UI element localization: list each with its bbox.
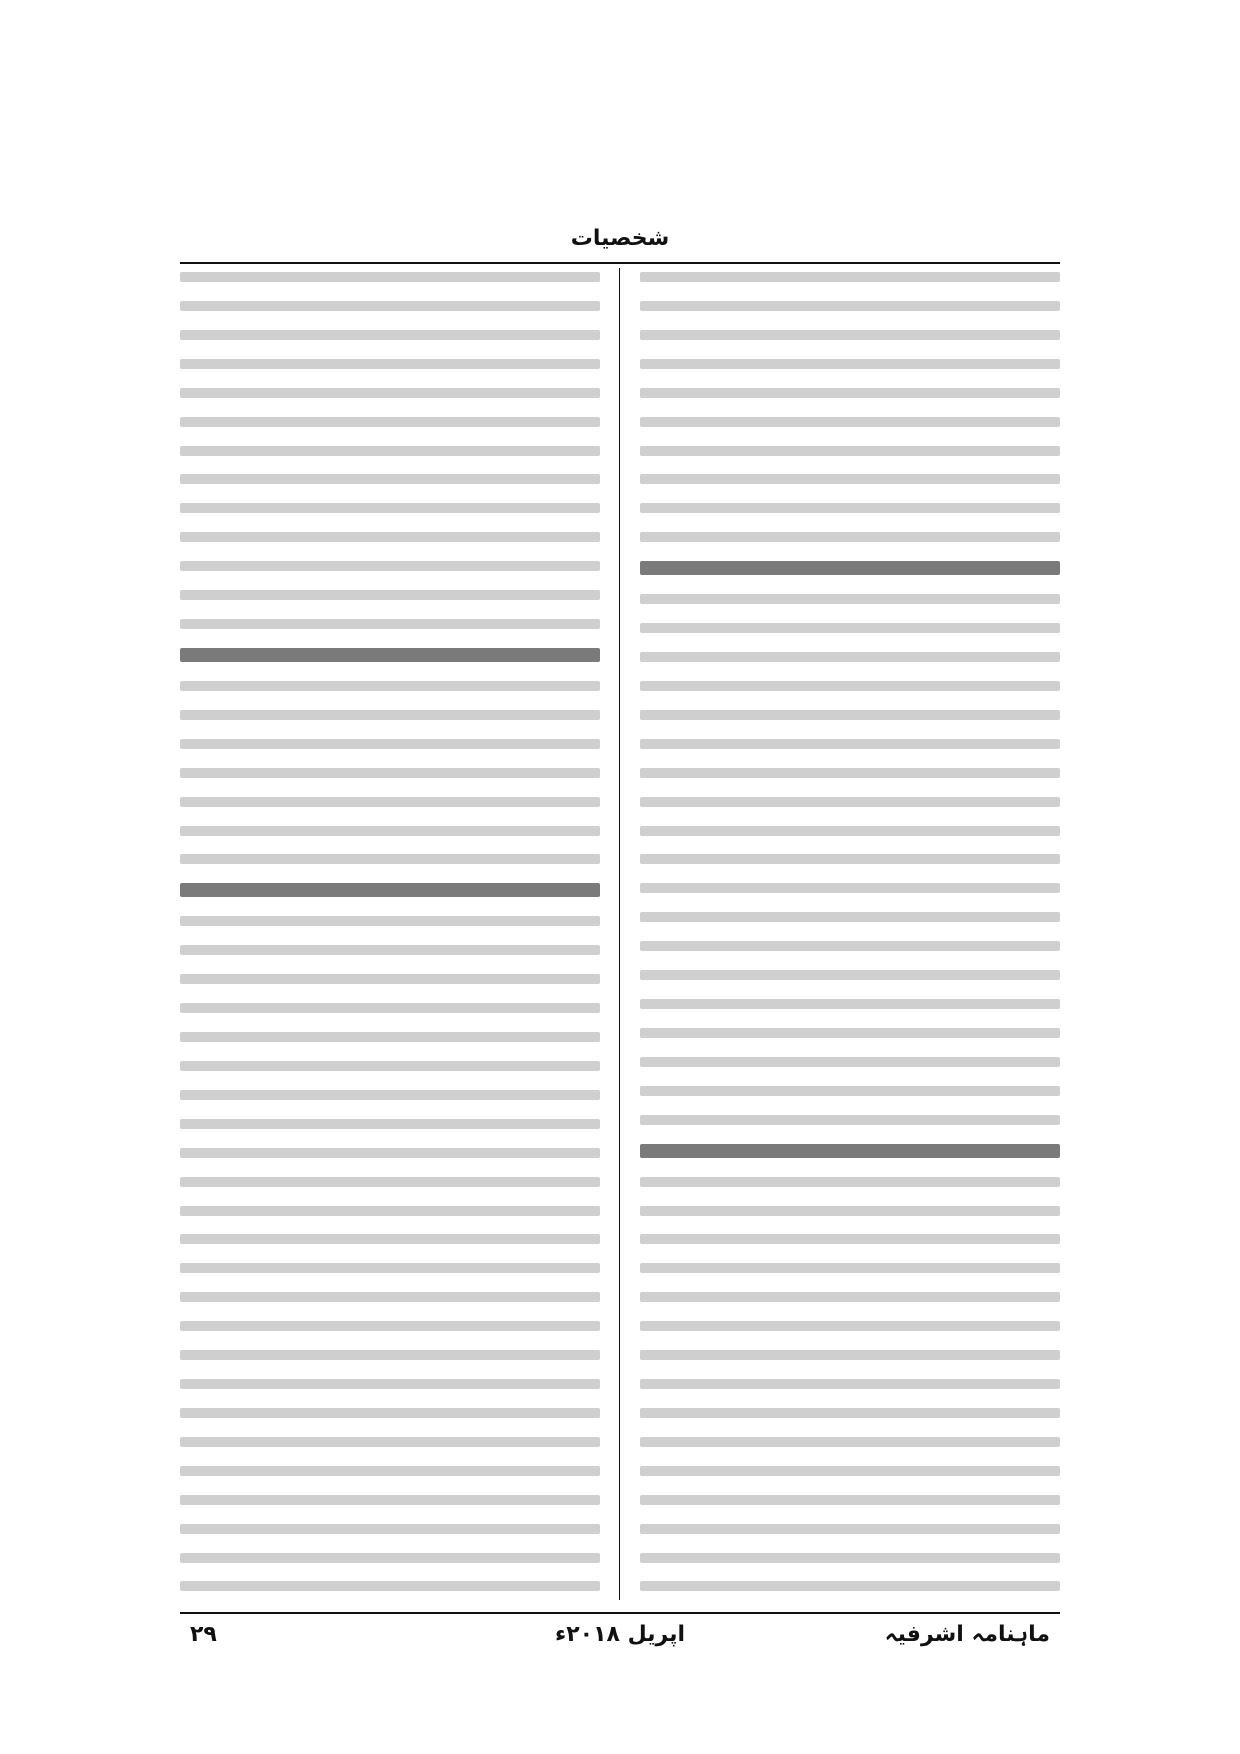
- text-line-placeholder: [640, 561, 1060, 575]
- text-line-placeholder: [180, 1581, 600, 1591]
- text-line-placeholder: [180, 916, 600, 926]
- text-line-placeholder: [640, 1292, 1060, 1302]
- text-line-placeholder: [640, 1350, 1060, 1360]
- text-line-placeholder: [640, 1057, 1060, 1067]
- text-line-placeholder: [180, 1003, 600, 1013]
- text-line-placeholder: [180, 590, 600, 600]
- text-line-placeholder: [640, 1144, 1060, 1158]
- text-line-placeholder: [640, 388, 1060, 398]
- text-line-placeholder: [180, 359, 600, 369]
- text-line-placeholder: [640, 474, 1060, 484]
- text-line-placeholder: [640, 1028, 1060, 1038]
- text-line-placeholder: [180, 797, 600, 807]
- text-line-placeholder: [180, 974, 600, 984]
- text-line-placeholder: [640, 970, 1060, 980]
- text-line-placeholder: [180, 1061, 600, 1071]
- text-line-placeholder: [180, 1148, 600, 1158]
- page-number: ۲۹: [190, 1622, 217, 1647]
- text-line-placeholder: [180, 1090, 600, 1100]
- text-line-placeholder: [640, 1234, 1060, 1244]
- text-line-placeholder: [640, 912, 1060, 922]
- text-line-placeholder: [640, 1495, 1060, 1505]
- text-line-placeholder: [640, 826, 1060, 836]
- text-line-placeholder: [180, 388, 600, 398]
- magazine-name: ماہنامہ اشرفیہ: [884, 1622, 1050, 1647]
- text-line-placeholder: [640, 1553, 1060, 1563]
- text-line-placeholder: [640, 1408, 1060, 1418]
- footer-rule: [180, 1612, 1060, 1614]
- text-line-placeholder: [180, 417, 600, 427]
- text-line-placeholder: [640, 446, 1060, 456]
- text-line-placeholder: [640, 1437, 1060, 1447]
- text-line-placeholder: [180, 945, 600, 955]
- text-line-placeholder: [640, 652, 1060, 662]
- text-line-placeholder: [640, 681, 1060, 691]
- text-line-placeholder: [180, 1032, 600, 1042]
- text-line-placeholder: [180, 1234, 600, 1244]
- text-line-placeholder: [180, 648, 600, 662]
- text-line-placeholder: [640, 532, 1060, 542]
- text-line-placeholder: [640, 330, 1060, 340]
- text-line-placeholder: [180, 619, 600, 629]
- text-line-placeholder: [180, 1466, 600, 1476]
- text-line-placeholder: [640, 594, 1060, 604]
- text-line-placeholder: [180, 1321, 600, 1331]
- text-line-placeholder: [180, 561, 600, 571]
- text-line-placeholder: [180, 1495, 600, 1505]
- text-line-placeholder: [180, 710, 600, 720]
- text-line-placeholder: [180, 1263, 600, 1273]
- text-line-placeholder: [640, 359, 1060, 369]
- text-line-placeholder: [180, 1119, 600, 1129]
- text-line-placeholder: [180, 1350, 600, 1360]
- text-line-placeholder: [180, 1524, 600, 1534]
- text-line-placeholder: [640, 503, 1060, 513]
- text-line-placeholder: [640, 768, 1060, 778]
- text-line-placeholder: [180, 1292, 600, 1302]
- text-line-placeholder: [180, 272, 600, 282]
- column-divider: [619, 268, 620, 1600]
- text-line-placeholder: [640, 710, 1060, 720]
- text-line-placeholder: [640, 272, 1060, 282]
- text-line-placeholder: [640, 1086, 1060, 1096]
- text-line-placeholder: [180, 532, 600, 542]
- text-line-placeholder: [640, 999, 1060, 1009]
- text-line-placeholder: [640, 797, 1060, 807]
- text-line-placeholder: [180, 1177, 600, 1187]
- text-line-placeholder: [640, 301, 1060, 311]
- text-line-placeholder: [180, 826, 600, 836]
- text-line-placeholder: [640, 1379, 1060, 1389]
- text-line-placeholder: [640, 739, 1060, 749]
- text-line-placeholder: [180, 739, 600, 749]
- text-line-placeholder: [180, 768, 600, 778]
- text-line-placeholder: [180, 330, 600, 340]
- text-line-placeholder: [640, 1115, 1060, 1125]
- text-line-placeholder: [180, 681, 600, 691]
- text-line-placeholder: [640, 1206, 1060, 1216]
- text-line-placeholder: [640, 1466, 1060, 1476]
- issue-date: اپریل ۲۰۱۸ء: [554, 1622, 685, 1647]
- left-text-column: [180, 272, 600, 1592]
- header-rule: [180, 262, 1060, 264]
- text-line-placeholder: [640, 623, 1060, 633]
- text-line-placeholder: [640, 883, 1060, 893]
- text-line-placeholder: [180, 1437, 600, 1447]
- text-line-placeholder: [640, 854, 1060, 864]
- text-line-placeholder: [180, 1206, 600, 1216]
- text-line-placeholder: [180, 883, 600, 897]
- text-line-placeholder: [180, 446, 600, 456]
- text-line-placeholder: [180, 474, 600, 484]
- text-line-placeholder: [640, 1177, 1060, 1187]
- text-line-placeholder: [180, 1553, 600, 1563]
- text-line-placeholder: [180, 1379, 600, 1389]
- text-line-placeholder: [640, 1321, 1060, 1331]
- right-text-column: [640, 272, 1060, 1592]
- text-line-placeholder: [180, 301, 600, 311]
- text-line-placeholder: [180, 503, 600, 513]
- text-line-placeholder: [180, 1408, 600, 1418]
- text-line-placeholder: [640, 1263, 1060, 1273]
- text-line-placeholder: [640, 1524, 1060, 1534]
- section-title: شخصیات: [570, 226, 670, 251]
- text-line-placeholder: [640, 417, 1060, 427]
- text-line-placeholder: [640, 1581, 1060, 1591]
- text-line-placeholder: [180, 854, 600, 864]
- text-line-placeholder: [640, 941, 1060, 951]
